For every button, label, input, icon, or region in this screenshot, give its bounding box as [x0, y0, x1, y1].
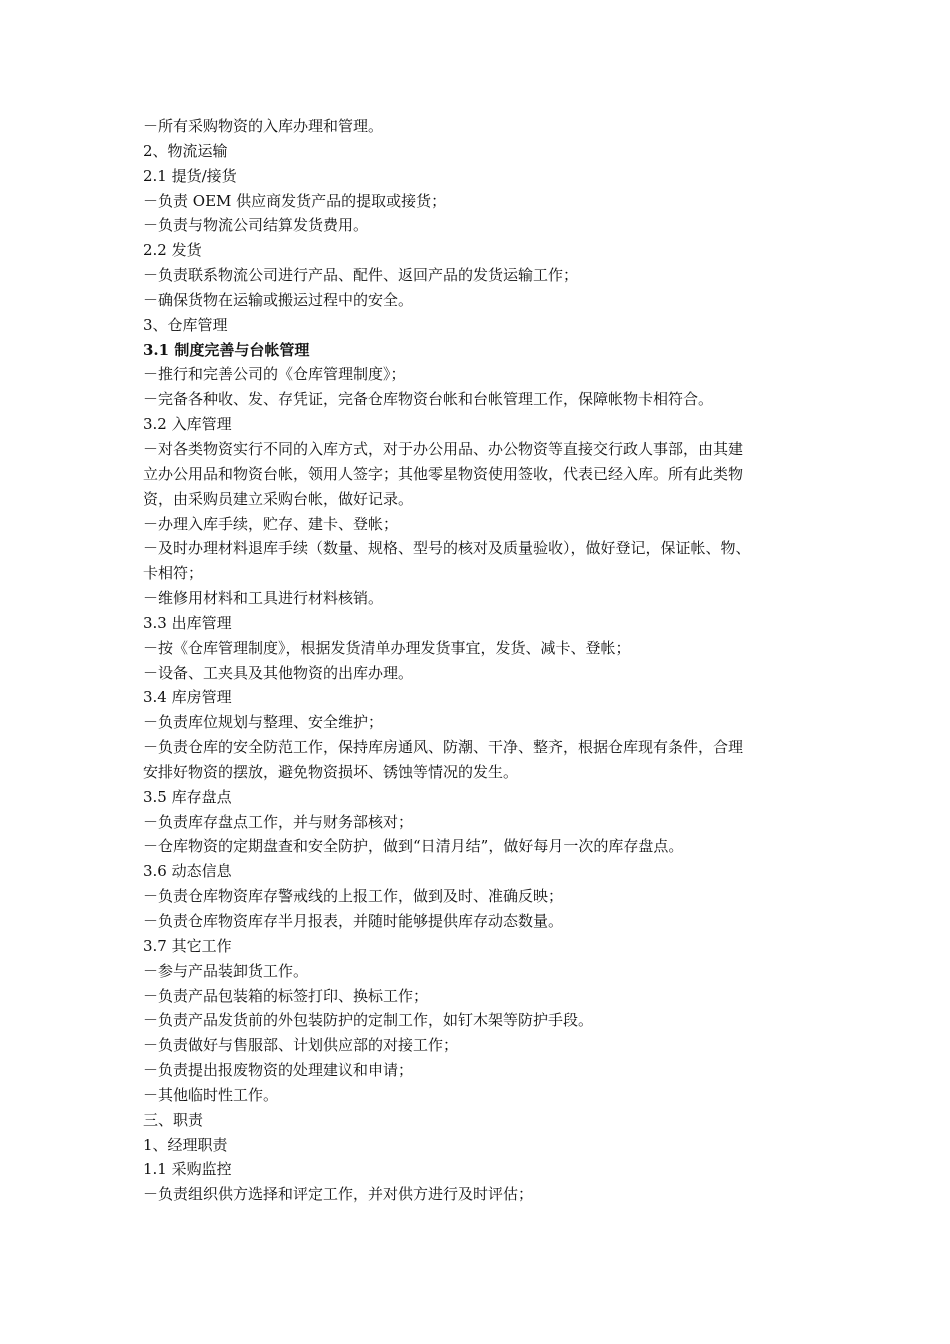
subsection-heading: 3.3 出库管理	[143, 613, 232, 632]
text-line: －负责库存盘点工作，并与财务部核对；	[143, 812, 414, 831]
text-line: －完备各种收、发、存凭证，完备仓库物资台帐和台帐管理工作，保障帐物卡相符合。	[143, 390, 714, 409]
subsection-heading: 3.4 库房管理	[143, 688, 232, 707]
text-line: －及时办理材料退库手续（数量、规格、型号的核对及质量验收），做好登记，保证帐、物、	[143, 539, 751, 558]
subsection-heading: 3.1 制度完善与台帐管理	[143, 340, 310, 359]
subsection-heading: 2.1 提货/接货	[143, 166, 237, 185]
text-line: －对各类物资实行不同的入库方式，对于办公用品、办公物资等直接交行政人事部，由其建	[143, 439, 744, 458]
text-line: －推行和完善公司的《仓库管理制度》；	[143, 365, 406, 384]
document-page	[143, 114, 823, 1207]
text-line: －负责提出报废物资的处理建议和申请；	[143, 1061, 414, 1080]
subsection-heading: 2.2 发货	[143, 241, 202, 260]
text-line: －负责与物流公司结算发货费用。	[143, 216, 369, 235]
section-heading: 2、物流运输	[143, 141, 228, 160]
text-line: －办理入库手续，贮存、建卡、登帐；	[143, 514, 399, 533]
text-line: －所有采购物资的入库办理和管理。	[143, 117, 384, 135]
text-line: 安排好物资的摆放，避免物资损坏、锈蚀等情况的发生。	[143, 762, 519, 781]
subsection-heading: 3.5 库存盘点	[143, 787, 232, 806]
text-line: －负责仓库的安全防范工作，保持库房通风、防潮、干净、整齐，根据仓库现有条件，合理	[143, 738, 744, 757]
chapter-heading: 三、职责	[143, 1110, 204, 1129]
text-line: －确保货物在运输或搬运过程中的安全。	[143, 290, 414, 309]
section-heading: 3、仓库管理	[143, 315, 228, 334]
text-line: 立办公用品和物资台帐，领用人签字；其他零星物资使用签收，代表已经入库。所有此类物	[143, 464, 744, 483]
text-line: －负责联系物流公司进行产品、配件、返回产品的发货运输工作；	[143, 266, 579, 285]
text-line: －负责仓库物资库存警戒线的上报工作，做到及时、准确反映；	[143, 887, 564, 906]
text-line: －仓库物资的定期盘查和安全防护，做到“日清月结”，做好每月一次的库存盘点。	[143, 837, 684, 856]
text-line: －负责产品包装箱的标签打印、换标工作；	[143, 986, 429, 1005]
text-line: 资，由采购员建立采购台帐，做好记录。	[143, 489, 414, 508]
subsection-heading: 3.2 入库管理	[143, 415, 232, 434]
text-line: －负责库位规划与整理、安全维护；	[143, 713, 384, 732]
text-line: －负责 OEM 供应商发货产品的提取或接货；	[143, 191, 447, 210]
text-line: －设备、工夹具及其他物资的出库办理。	[143, 663, 414, 682]
text-line: －其他临时性工作。	[143, 1085, 279, 1104]
text-line: －负责做好与售服部、计划供应部的对接工作；	[143, 1036, 459, 1055]
text-line: －按《仓库管理制度》，根据发货清单办理发货事宜，发货、减卡、登帐；	[143, 638, 631, 657]
text-line: －负责产品发货前的外包装防护的定制工作，如钉木架等防护手段。	[143, 1011, 594, 1030]
text-line: 卡相符；	[143, 564, 204, 583]
subsection-heading: 3.7 其它工作	[143, 936, 232, 955]
section-heading: 1、经理职责	[143, 1135, 228, 1154]
text-line: －负责仓库物资库存半月报表，并随时能够提供库存动态数量。	[143, 912, 564, 930]
text-line: －参与产品装卸货工作。	[143, 961, 309, 980]
subsection-heading: 3.6 动态信息	[143, 862, 232, 881]
text-line: －维修用材料和工具进行材料核销。	[143, 589, 384, 608]
subsection-heading: 1.1 采购监控	[143, 1160, 232, 1179]
text-line: －负责组织供方选择和评定工作，并对供方进行及时评估；	[143, 1185, 534, 1204]
